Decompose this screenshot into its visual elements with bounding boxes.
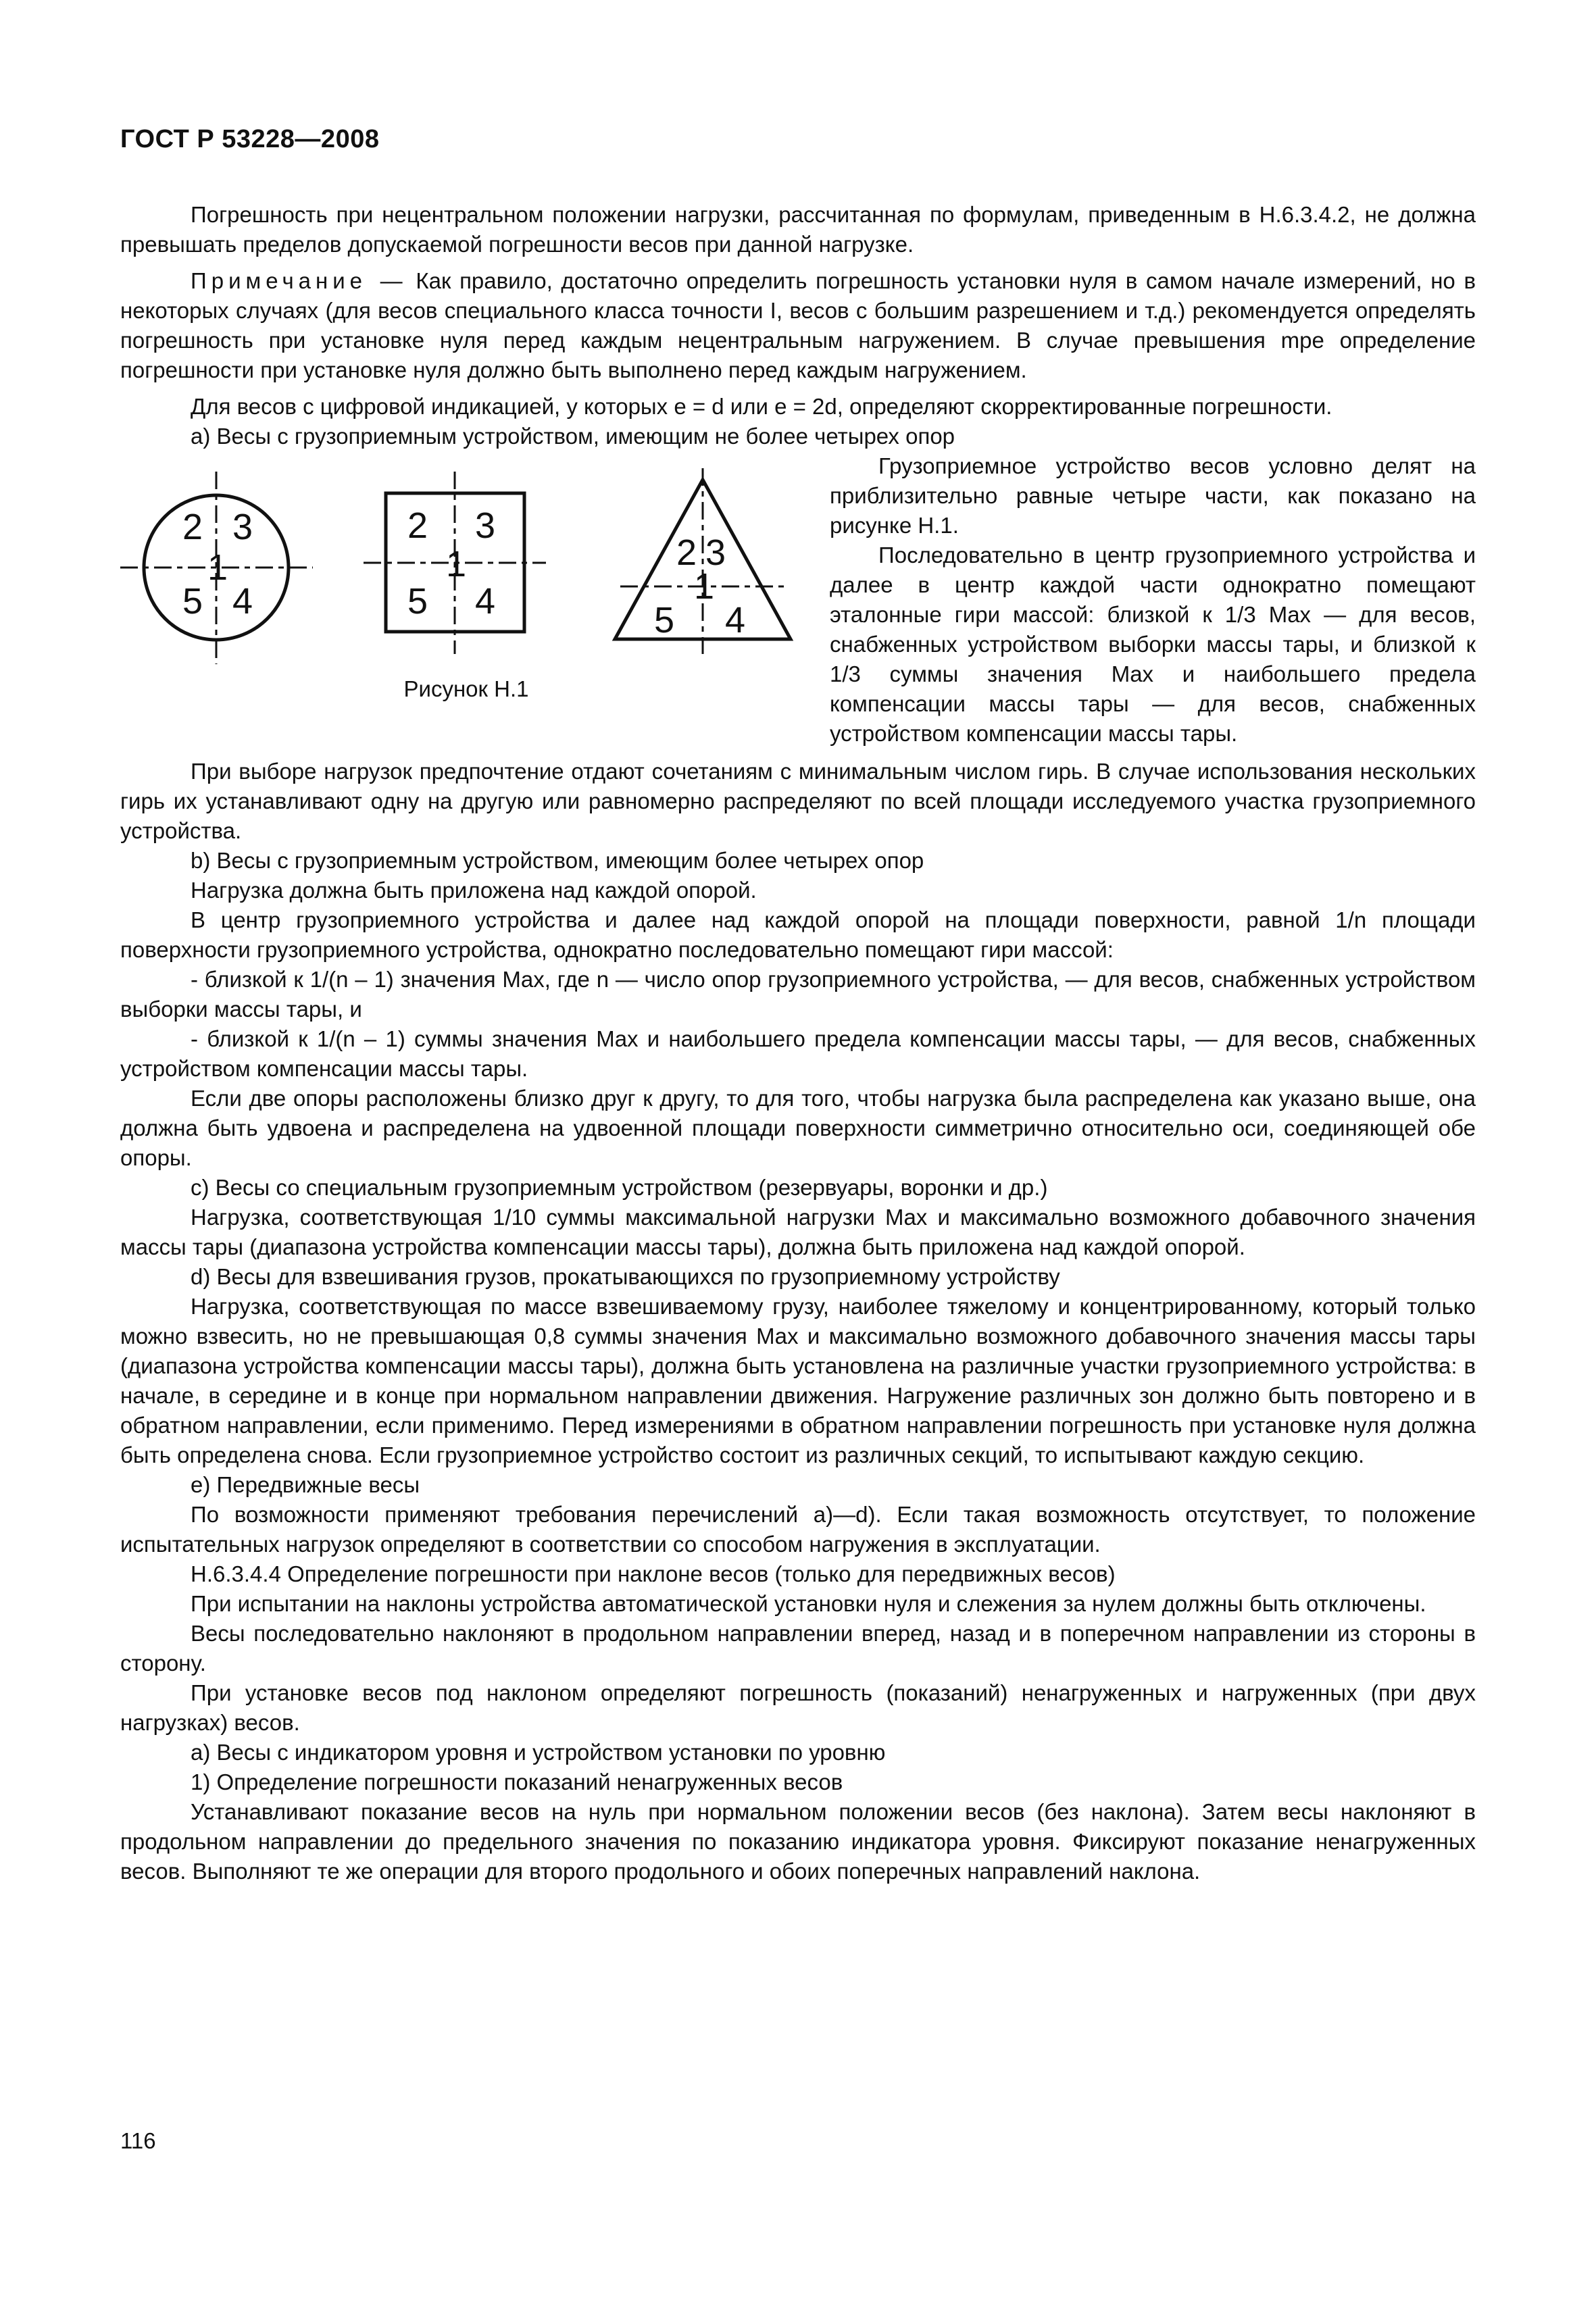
paragraph: Устанавливают показание весов на нуль при нормальном положении весов (без наклона). Затем весы наклоняют в продольном направлении до предельного значения по показанию индикатора уровня. Фиксируют показание ненагруженных весов. Выполняют те же операции для второго продольного и обоих поперечных направлений наклона. [120, 1799, 1476, 1884]
page-number: 116 [120, 2128, 156, 2153]
triangle-label-5: 5 [654, 600, 675, 640]
figure-caption: Рисунок Н.1 [403, 676, 529, 701]
paragraph: Нагрузка, соответствующая 1/10 суммы максимальной нагрузки Max и максимально возможного добавочного значения массы тары (диапазона устройства компенсации массы тары), должна быть приложена над каждой опорой. [120, 1205, 1476, 1259]
document-body [120, 200, 1476, 1886]
paragraph: Для весов с цифровой индикацией, у которых e = d или e = 2d, определяют скорректированные погрешности. [191, 394, 1332, 419]
paragraph: - близкой к 1/(n – 1) значения Max, где n — число опор грузоприемного устройства, — для весов, снабженных устройством выборки массы тары, и [120, 967, 1476, 1022]
square-platform [364, 472, 546, 654]
triangle-label-2: 2 [676, 532, 697, 573]
square-label-2: 2 [407, 505, 428, 546]
square-label-3: 3 [475, 505, 496, 546]
triangle-platform [615, 468, 791, 654]
square-label-1: 1 [446, 544, 467, 584]
paragraph: - близкой к 1/(n – 1) суммы значения Max и наибольшего предела компенсации массы тары, — для весов, снабженных устройством компенсации массы тары. [120, 1026, 1476, 1081]
paragraph: 1) Определение погрешности показаний ненагруженных весов [191, 1769, 843, 1794]
paragraph: b) Весы с грузоприемным устройством, имеющим более четырех опор [191, 848, 924, 873]
note-text: Как правило, достаточно определить погрешность установки нуля в самом начале измерений, но в некоторых случаях (для весов специального класса точности I, весов с большим разрешением и т.д.) рекомендуется определять погрешность при установке нуля перед каждым нецентральным нагружением. В случае превышения mpe определение погрешности при установке нуля должно быть выполнено перед каждым нагружением. [120, 268, 1476, 382]
paragraph: Н.6.3.4.4 Определение погрешности при наклоне весов (только для передвижных весов) [191, 1561, 1116, 1586]
paragraph: а) Весы с индикатором уровня и устройством установки по уровню [191, 1740, 886, 1765]
paragraph: Последовательно в центр грузоприемного устройства и далее в центр каждой части однократно помещают эталонные гири массой: близкой к 1/3 Max — для весов, снабженных устройством выборки массы тары, и близкой к 1/3 суммы значения Max и наибольшего предела компенсации массы тары — для весов, снабженных устройством компенсации массы тары. [830, 543, 1476, 746]
paragraph: а) Весы с грузоприемным устройством, имеющим не более четырех опор [191, 424, 955, 449]
paragraphs-bottom [120, 757, 1476, 1886]
circle-label-5: 5 [182, 581, 203, 622]
circle-label-4: 4 [232, 581, 253, 622]
paragraph: Нагрузка должна быть приложена над каждой опорой. [191, 878, 757, 903]
circle-label-2: 2 [182, 507, 203, 547]
square-label-5: 5 [407, 581, 428, 622]
figure-h1 [120, 451, 816, 757]
paragraph: e) Передвижные весы [191, 1472, 420, 1497]
paragraph: При выборе нагрузок предпочтение отдают сочетаниям с минимальным числом гирь. В случае использования нескольких гирь их устанавливают одну на другую или равномерно распределяют по всей площади исследуемого участка грузоприемного устройства. [120, 759, 1476, 843]
paragraph: Погрешность при нецентральном положении нагрузки, рассчитанная по формулам, приведенным в Н.6.3.4.2, не должна превышать пределов допускаемой погрешности весов при данной нагрузке. [120, 202, 1476, 257]
triangle-label-4: 4 [725, 600, 746, 640]
note-label: Примечание — [191, 268, 407, 293]
paragraph: В центр грузоприемного устройства и далее над каждой опорой на площади поверхности, равной 1/n площади поверхности грузоприемного устройства, однократно последовательно помещают гири массой: [120, 907, 1476, 962]
paragraph: При установке весов под наклоном определяют погрешность (показаний) ненагруженных и нагруженных (при двух нагрузках) весов. [120, 1680, 1476, 1735]
paragraph: Если две опоры расположены близко друг к другу, то для того, чтобы нагрузка была распределена как указано выше, она должна быть удвоена и распределена на удвоенной площади поверхности симметрично относительно оси, соединяющей обе опоры. [120, 1086, 1476, 1170]
square-label-4: 4 [475, 581, 496, 622]
paragraph: Нагрузка, соответствующая по массе взвешиваемому грузу, наиболее тяжелому и концентрированному, который только можно взвесить, но не превышающая 0,8 суммы значения Max и максимально возможного добавочного значения массы тары (диапазона устройства компенсации массы тары), должна быть установлена на различные участки грузоприемного устройства: в начале, в середине и в конце при нормальном направлении движения. Нагружение различных зон должно быть повторено и в обратном направлении, если применимо. Перед измерениями в обратном направлении погрешность при установке нуля должна быть определена снова. Если грузоприемное устройство состоит из различных секций, то испытывают каждую секцию. [120, 1294, 1476, 1467]
figure-side-text [830, 451, 1476, 749]
triangle-label-3: 3 [705, 532, 726, 573]
paragraph: Весы последовательно наклоняют в продольном направлении вперед, назад и в поперечном направлении из стороны в сторону. [120, 1621, 1476, 1676]
paragraph: При испытании на наклоны устройства автоматической установки нуля и слежения за нулем должны быть отключены. [191, 1591, 1426, 1616]
note-paragraph [120, 266, 1476, 385]
paragraph: d) Весы для взвешивания грузов, прокатывающихся по грузоприемному устройству [191, 1264, 1060, 1289]
document-header: ГОСТ Р 53228—2008 [120, 125, 380, 153]
circle-label-3: 3 [232, 507, 253, 547]
circle-platform [120, 472, 313, 664]
paragraph: c) Весы со специальным грузоприемным устройством (резервуары, воронки и др.) [191, 1175, 1048, 1200]
paragraph: Грузоприемное устройство весов условно делят на приблизительно равные четыре части, как показано на рисунке Н.1. [830, 453, 1476, 538]
figure-diagram [120, 451, 816, 674]
paragraph: По возможности применяют требования перечислений a)—d). Если такая возможность отсутствует, то положение испытательных нагрузок определяют в соответствии со способом нагружения в эксплуатации. [120, 1502, 1476, 1557]
triangle-label-1: 1 [694, 566, 715, 607]
circle-label-1: 1 [207, 547, 228, 588]
figure-row [120, 451, 1476, 757]
